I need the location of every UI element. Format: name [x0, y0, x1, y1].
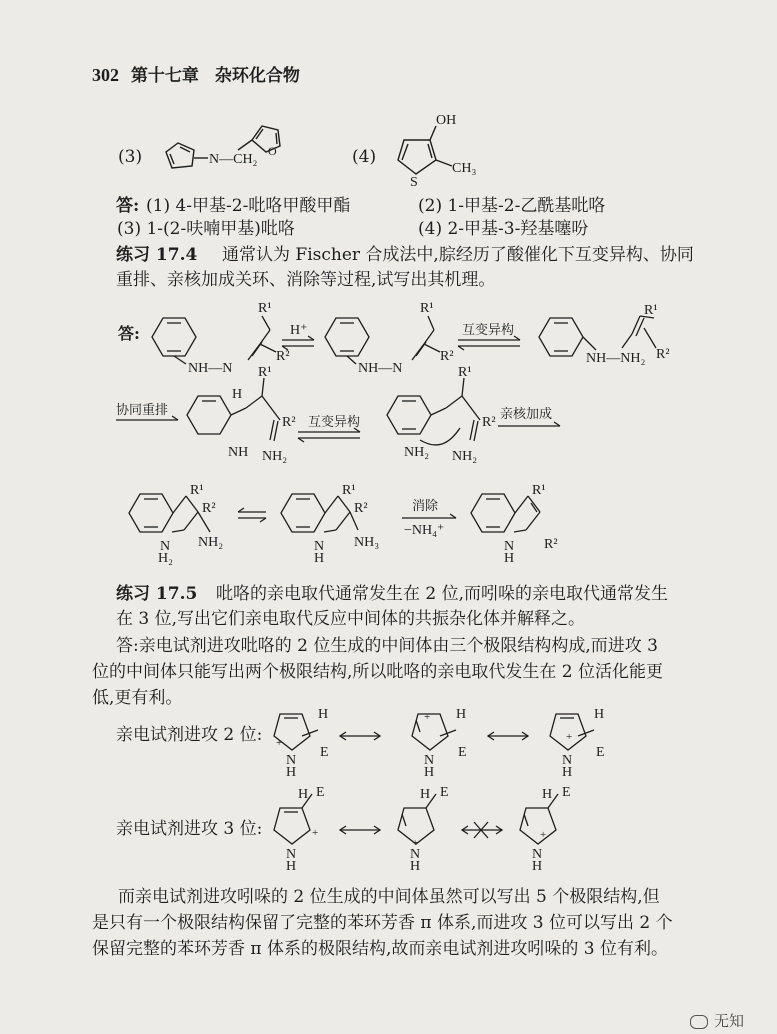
svg-text:+: + — [276, 737, 283, 749]
svg-text:N: N — [504, 539, 515, 554]
elimination-label: 消除 — [412, 499, 439, 514]
conclusion-line-3: 保留完整的苯环芳香 π 体系的极限结构,故而亲电试剂进攻吲哚的 3 位有利。 — [92, 939, 669, 959]
svg-text:R¹: R¹ — [258, 301, 272, 316]
watermark-icon — [690, 1015, 708, 1029]
svg-text:N: N — [532, 847, 543, 862]
minus-nh4: −NH₄⁺ — [404, 523, 445, 538]
svg-text:R¹: R¹ — [190, 483, 204, 498]
answer1-item-1: (1) 4-甲基-2-吡咯甲酸甲酯 — [146, 196, 351, 216]
attack-3-label: 亲电试剂进攻 3 位: — [116, 819, 263, 839]
svg-text:NH—N: NH—N — [358, 361, 403, 376]
exercise-17-5-label: 练习 17.5 — [116, 584, 198, 604]
svg-text:R¹: R¹ — [532, 483, 546, 498]
svg-text:O: O — [268, 144, 277, 158]
mech-nh-n: NH—N — [188, 361, 233, 376]
conclusion-line-1: 而亲电试剂进攻吲哚的 2 位生成的中间体虽然可以写出 5 个极限结构,但 — [118, 887, 660, 907]
answer1-item-4: (4) 2-甲基-3-羟基噻吩 — [418, 219, 589, 239]
svg-text:N: N — [314, 539, 325, 554]
svg-text:H: H — [542, 787, 553, 802]
exercise-17-4-line-2: 重排、亲核加成关环、消除等过程,试写出其机理。 — [116, 270, 496, 290]
svg-text:R¹: R¹ — [342, 483, 356, 498]
svg-text:N: N — [424, 753, 435, 768]
compound-4-label: (4) — [352, 147, 377, 167]
svg-text:NH₃: NH₃ — [354, 535, 380, 550]
watermark: 无知 — [690, 1010, 744, 1031]
svg-text:R²: R² — [656, 347, 670, 362]
svg-text:H: H — [410, 859, 421, 874]
exercise-17-4-label: 练习 17.4 — [116, 245, 198, 265]
svg-text:E: E — [562, 785, 571, 800]
answer1-item-2: (2) 1-甲基-2-乙酰基吡咯 — [418, 196, 606, 216]
svg-text:R²: R² — [440, 349, 454, 364]
svg-text:N: N — [410, 847, 421, 862]
svg-text:R²: R² — [276, 349, 290, 364]
svg-text:NH₂: NH₂ — [404, 445, 430, 460]
svg-text:+: + — [312, 827, 319, 839]
exercise-17-4-line-1: 通常认为 Fischer 合成法中,腙经历了酸催化下互变异构、协同 — [222, 245, 694, 265]
svg-text:E: E — [316, 785, 325, 800]
s-label: S — [410, 175, 418, 190]
concerted-label: 协同重排 — [116, 403, 169, 418]
svg-text:E: E — [320, 745, 329, 760]
answer2-line-3: 低,更有利。 — [92, 688, 183, 708]
svg-text:N: N — [286, 753, 297, 768]
svg-text:E: E — [458, 745, 467, 760]
svg-text:H: H — [504, 551, 515, 566]
answer2-line-1: 答:亲电试剂进攻吡咯的 2 位生成的中间体由三个极限结构构成,而进攻 3 — [116, 636, 658, 656]
tautomer-label: 互变异构 — [462, 323, 515, 338]
svg-text:R²: R² — [544, 537, 558, 552]
svg-text:+: + — [566, 731, 573, 743]
svg-text:H: H — [424, 765, 435, 780]
answer2-line-2: 位的中间体只能写出两个极限结构,所以吡咯的亲电取代发生在 2 位活化能更 — [92, 662, 664, 682]
svg-text:H: H — [456, 707, 467, 722]
compound-3-group: N—CH₂ — [209, 152, 258, 167]
nucleophilic-label: 亲核加成 — [500, 407, 553, 422]
svg-text:H: H — [420, 787, 431, 802]
svg-text:NH₂: NH₂ — [198, 535, 224, 550]
chapter-label: 第十七章 — [130, 66, 199, 86]
svg-text:H: H — [232, 387, 243, 402]
svg-text:N: N — [562, 753, 573, 768]
svg-text:NH: NH — [228, 445, 249, 460]
attack-2-label: 亲电试剂进攻 2 位: — [116, 725, 263, 745]
svg-text:R¹: R¹ — [458, 365, 472, 380]
svg-text:R¹: R¹ — [420, 301, 434, 316]
svg-text:R²: R² — [202, 501, 216, 516]
h-plus: H⁺ — [290, 323, 308, 338]
svg-text:R²: R² — [282, 415, 296, 430]
svg-text:N: N — [286, 847, 297, 862]
svg-text:H: H — [562, 765, 573, 780]
answer1-prefix: 答: — [116, 196, 140, 216]
exercise-17-5-line-1: 吡咯的亲电取代通常发生在 2 位,而吲哚的亲电取代通常发生 — [216, 584, 669, 604]
svg-text:H: H — [314, 551, 325, 566]
svg-text:H₂: H₂ — [158, 551, 173, 566]
svg-text:互变异构: 互变异构 — [308, 415, 361, 430]
chapter-title: 杂环化合物 — [214, 66, 300, 86]
page-number: 302 — [92, 65, 119, 85]
svg-text:NH₂: NH₂ — [262, 449, 288, 464]
svg-text:H: H — [532, 859, 543, 874]
conclusion-line-2: 是只有一个极限结构保留了完整的苯环芳香 π 体系,而进攻 3 位可以写出 2 个 — [92, 913, 673, 933]
oh-label: OH — [436, 113, 457, 128]
svg-text:NH₂: NH₂ — [452, 449, 478, 464]
mech-answer: 答: — [118, 324, 140, 343]
svg-text:E: E — [596, 745, 605, 760]
svg-text:H: H — [594, 707, 605, 722]
svg-text:+: + — [424, 711, 431, 723]
svg-text:R¹: R¹ — [644, 303, 658, 318]
svg-text:R¹: R¹ — [258, 365, 272, 380]
svg-text:H: H — [318, 707, 329, 722]
answer1-item-3: (3) 1-(2-呋喃甲基)吡咯 — [117, 219, 295, 239]
svg-text:NH—NH₂: NH—NH₂ — [586, 351, 646, 366]
svg-text:+: + — [412, 837, 419, 849]
exercise-17-5-line-2: 在 3 位,写出它们亲电取代反应中间体的共振杂化体并解释之。 — [116, 609, 586, 629]
svg-text:R²: R² — [354, 501, 368, 516]
svg-text:H: H — [286, 765, 297, 780]
ch3-label: CH₃ — [452, 161, 477, 176]
svg-text:H: H — [298, 787, 309, 802]
compound-3-label: (3) — [118, 147, 143, 167]
svg-text:R²: R² — [482, 415, 496, 430]
svg-text:H: H — [286, 859, 297, 874]
svg-text:N: N — [160, 539, 171, 554]
svg-text:+: + — [540, 829, 547, 841]
svg-text:E: E — [440, 785, 449, 800]
